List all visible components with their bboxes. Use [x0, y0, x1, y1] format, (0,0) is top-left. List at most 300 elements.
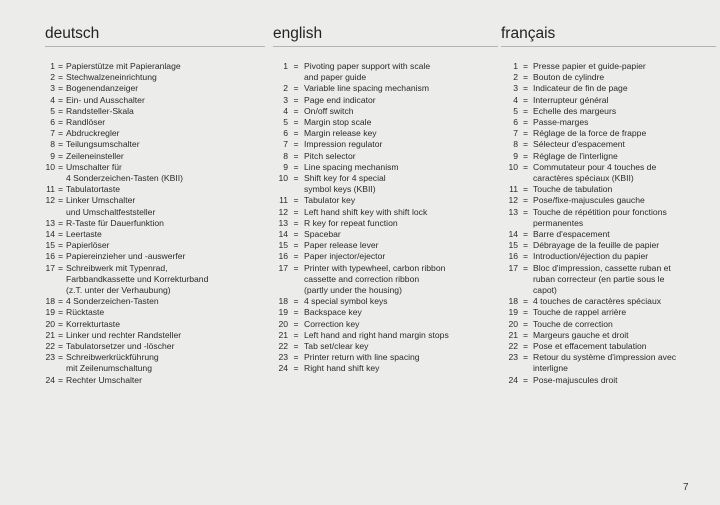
item-separator: =	[293, 240, 299, 251]
legend-item	[45, 106, 265, 117]
item-number: 13	[45, 217, 55, 228]
legend-item	[273, 128, 498, 139]
column-deutsch	[45, 22, 265, 386]
item-number: 4	[513, 94, 518, 105]
item-number: 3	[513, 83, 518, 94]
item-description	[304, 263, 445, 297]
item-text-line: Schreibwerkrückführung	[66, 352, 159, 363]
legend-item	[45, 319, 265, 330]
item-separator: =	[57, 105, 64, 116]
item-text-line: Echelle des margeurs	[533, 105, 617, 116]
item-description	[304, 139, 382, 150]
item-separator: =	[522, 240, 529, 251]
item-number: 10	[45, 161, 55, 172]
item-description	[304, 330, 449, 341]
item-separator: =	[522, 296, 529, 307]
item-number: 2	[50, 72, 55, 83]
legend-item	[273, 363, 498, 374]
item-text-line: Pose-majuscules droit	[533, 374, 618, 385]
item-separator: =	[522, 374, 529, 385]
item-number: 20	[45, 318, 55, 329]
item-text-line: Linker Umschalter	[66, 195, 136, 206]
item-description	[304, 95, 376, 106]
item-number: 21	[508, 329, 518, 340]
item-description	[304, 363, 379, 374]
item-separator: =	[522, 161, 529, 172]
legend-list	[45, 61, 265, 386]
item-number: 18	[45, 296, 55, 307]
legend-item	[273, 173, 498, 195]
item-description	[533, 83, 628, 94]
item-number: 19	[45, 307, 55, 318]
item-text-line: Tabulatortaste	[66, 184, 120, 195]
item-description	[533, 184, 612, 195]
item-description	[304, 162, 399, 173]
column-heading: english	[273, 22, 498, 47]
legend-item	[501, 307, 716, 318]
legend-item	[273, 195, 498, 206]
item-text-line: Umschalter für	[66, 161, 122, 172]
item-text-line: Touche de correction	[533, 318, 613, 329]
item-text-line: mit Zeilenumschaltung	[66, 363, 152, 374]
column-english	[273, 22, 498, 375]
item-number: 1	[50, 61, 55, 71]
item-separator: =	[522, 307, 529, 318]
item-number: 19	[278, 307, 288, 318]
item-text-line: 4 special symbol keys	[304, 296, 388, 307]
item-number: 11	[46, 184, 55, 195]
item-text-line: Margin stop scale	[304, 117, 372, 128]
legend-item	[273, 61, 498, 83]
item-number: 1	[513, 61, 518, 71]
legend-item	[273, 263, 498, 297]
item-description	[66, 128, 120, 139]
item-description	[66, 195, 155, 217]
item-number: 5	[283, 117, 288, 128]
item-text-line: Line spacing mechanism	[304, 161, 399, 172]
item-text-line: Randsteller-Skala	[66, 105, 134, 116]
item-text-line: Backspace key	[304, 307, 362, 318]
item-separator: =	[57, 329, 64, 340]
item-number: 6	[50, 117, 55, 128]
legend-item	[45, 61, 265, 72]
item-description	[66, 263, 208, 297]
item-description	[533, 117, 588, 128]
item-separator: =	[522, 94, 529, 105]
item-number: 17	[278, 262, 288, 273]
item-number: 6	[283, 128, 288, 139]
item-description	[66, 218, 164, 229]
item-separator: =	[293, 318, 299, 329]
legend-item	[45, 151, 265, 162]
item-description	[533, 375, 618, 386]
legend-item	[45, 229, 265, 240]
item-text-line: Tabulatorsetzer und -löscher	[66, 341, 175, 352]
item-text-line: Stechwalzeneinrichtung	[66, 72, 157, 83]
legend-item	[501, 375, 716, 386]
item-description	[304, 61, 430, 83]
item-number: 11	[509, 184, 518, 195]
item-separator: =	[57, 318, 64, 329]
item-number: 3	[283, 94, 288, 105]
item-number: 4	[50, 94, 55, 105]
item-number: 17	[45, 262, 55, 273]
item-number: 20	[278, 318, 288, 329]
legend-item	[273, 83, 498, 94]
legend-item	[45, 307, 265, 318]
item-number: 4	[283, 105, 288, 116]
item-number: 8	[50, 139, 55, 150]
item-separator: =	[293, 307, 299, 318]
item-description	[66, 162, 183, 184]
item-separator: =	[57, 217, 64, 228]
item-number: 14	[508, 229, 518, 240]
item-description	[66, 106, 134, 117]
item-description	[66, 240, 109, 251]
item-separator: =	[57, 229, 64, 240]
item-number: 20	[508, 318, 518, 329]
item-text-line: Randlöser	[66, 117, 106, 128]
item-text-line: Papiereinzieher und -auswerfer	[66, 251, 186, 262]
item-text-line: R key for repeat function	[304, 217, 398, 228]
item-description	[533, 229, 610, 240]
item-text-line: Bloc d'impression, cassette ruban et	[533, 262, 671, 273]
item-separator: =	[293, 105, 299, 116]
item-description	[533, 341, 647, 352]
item-separator: =	[57, 296, 64, 307]
item-separator: =	[522, 195, 529, 206]
item-description	[533, 207, 667, 229]
item-number: 17	[508, 262, 518, 273]
item-separator: =	[522, 329, 529, 340]
column-francais	[501, 22, 716, 386]
item-separator: =	[57, 72, 64, 83]
item-number: 1	[283, 61, 288, 71]
item-number: 15	[45, 240, 55, 251]
item-separator: =	[57, 128, 64, 139]
legend-item	[501, 151, 716, 162]
item-text-line: Variable line spacing mechanism	[304, 83, 429, 94]
item-description	[533, 128, 646, 139]
item-text-line: caractères spéciaux (KBII)	[533, 173, 634, 184]
item-description	[304, 151, 356, 162]
item-description	[533, 319, 613, 330]
item-text-line: Paper injector/ejector	[304, 251, 386, 262]
item-text-line: Paper release lever	[304, 240, 379, 251]
item-separator: =	[522, 72, 529, 83]
item-separator: =	[57, 161, 64, 172]
item-separator: =	[522, 262, 529, 273]
item-description	[533, 307, 626, 318]
item-number: 11	[279, 195, 288, 206]
item-text-line: Linker und rechter Randsteller	[66, 329, 182, 340]
legend-item	[501, 330, 716, 341]
item-separator: =	[522, 83, 529, 94]
item-text-line: Passe-marges	[533, 117, 589, 128]
item-description	[533, 61, 646, 72]
item-text-line: (z.T. unter der Verhaubung)	[66, 285, 171, 296]
item-description	[66, 375, 142, 386]
item-text-line: Left hand and right hand margin stops	[304, 329, 449, 340]
item-text-line: Margeurs gauche et droit	[533, 329, 629, 340]
item-separator: =	[57, 61, 64, 71]
legend-item	[501, 106, 716, 117]
item-text-line: Débrayage de la feuille de papier	[533, 240, 660, 251]
item-description	[66, 95, 145, 106]
legend-item	[273, 162, 498, 173]
item-text-line: Tab set/clear key	[304, 341, 369, 352]
item-number: 19	[508, 307, 518, 318]
item-text-line: Impression regulator	[304, 139, 383, 150]
item-description	[533, 72, 604, 83]
item-text-line: Rechter Umschalter	[66, 374, 142, 385]
item-description	[533, 151, 618, 162]
item-number: 7	[513, 128, 518, 139]
item-description	[66, 319, 120, 330]
item-description	[304, 240, 379, 251]
item-number: 12	[278, 206, 288, 217]
legend-item	[45, 296, 265, 307]
legend-item	[273, 218, 498, 229]
item-text-line: Farbbandkassette und Korrekturband	[66, 273, 209, 284]
legend-item	[45, 117, 265, 128]
item-separator: =	[522, 251, 529, 262]
item-number: 21	[45, 329, 55, 340]
item-number: 15	[278, 240, 288, 251]
item-description	[66, 251, 185, 262]
item-text-line: Schreibwerk mit Typenrad,	[66, 262, 168, 273]
item-description	[66, 117, 105, 128]
item-separator: =	[293, 150, 299, 161]
item-text-line: Pivoting paper support with scale	[304, 61, 431, 71]
item-text-line: cassette and correction ribbon	[304, 273, 420, 284]
item-separator: =	[293, 352, 299, 363]
legend-item	[501, 263, 716, 297]
item-description	[304, 173, 386, 195]
item-description	[304, 207, 427, 218]
legend-item	[45, 240, 265, 251]
item-description	[533, 263, 671, 297]
legend-item	[273, 251, 498, 262]
legend-item	[45, 72, 265, 83]
item-description	[66, 151, 124, 162]
item-separator: =	[522, 184, 529, 195]
legend-item	[501, 128, 716, 139]
item-separator: =	[293, 251, 299, 262]
item-text-line: Spacebar	[304, 229, 341, 240]
item-text-line: Papierstütze mit Papieranlage	[66, 61, 181, 71]
item-separator: =	[293, 206, 299, 217]
legend-item	[45, 352, 265, 374]
item-text-line: interligne	[533, 363, 568, 374]
item-description	[66, 296, 159, 307]
item-number: 14	[45, 229, 55, 240]
legend-item	[273, 330, 498, 341]
item-number: 8	[513, 139, 518, 150]
item-text-line: Printer with typewheel, carbon ribbon	[304, 262, 446, 273]
item-text-line: Page end indicator	[304, 94, 376, 105]
item-number: 5	[513, 105, 518, 116]
item-description	[304, 341, 368, 352]
legend-item	[501, 319, 716, 330]
item-description	[304, 319, 359, 330]
item-description	[304, 352, 420, 363]
legend-item	[501, 251, 716, 262]
item-text-line: Réglage de l'interligne	[533, 150, 618, 161]
item-number: 24	[278, 363, 288, 374]
item-description	[533, 251, 648, 262]
item-description	[533, 106, 616, 117]
column-heading: français	[501, 22, 716, 47]
item-description	[304, 106, 354, 117]
item-description	[304, 296, 388, 307]
legend-item	[273, 296, 498, 307]
item-text-line: capot)	[533, 285, 557, 296]
item-text-line: Shift key for 4 special	[304, 173, 386, 184]
legend-item	[501, 95, 716, 106]
item-number: 22	[278, 341, 288, 352]
item-number: 7	[283, 139, 288, 150]
item-text-line: Right hand shift key	[304, 363, 380, 374]
legend-list	[273, 61, 498, 375]
item-number: 10	[508, 161, 518, 172]
item-description	[66, 83, 138, 94]
item-text-line: Leertaste	[66, 229, 102, 240]
item-separator: =	[522, 229, 529, 240]
item-description	[66, 184, 120, 195]
item-text-line: Touche de tabulation	[533, 184, 613, 195]
item-number: 13	[508, 206, 518, 217]
item-number: 22	[508, 341, 518, 352]
legend-item	[45, 330, 265, 341]
legend-item	[45, 83, 265, 94]
legend-item	[273, 240, 498, 251]
item-text-line: Introduction/éjection du papier	[533, 251, 649, 262]
item-text-line: und Umschaltfeststeller	[66, 206, 156, 217]
legend-item	[501, 162, 716, 184]
item-separator: =	[293, 329, 299, 340]
item-separator: =	[293, 363, 299, 374]
legend-item	[273, 229, 498, 240]
legend-item	[273, 352, 498, 363]
item-number: 23	[45, 352, 55, 363]
item-description	[533, 195, 645, 206]
item-text-line: ruban correcteur (en partie sous le	[533, 273, 665, 284]
item-text-line: Ein- und Ausschalter	[66, 94, 145, 105]
legend-item	[501, 296, 716, 307]
column-heading: deutsch	[45, 22, 265, 47]
item-description	[533, 330, 629, 341]
item-description	[66, 307, 104, 318]
item-text-line: Presse papier et guide-papier	[533, 61, 646, 71]
item-separator: =	[522, 150, 529, 161]
item-description	[304, 229, 341, 240]
item-text-line: Left hand shift key with shift lock	[304, 206, 428, 217]
item-text-line: R-Taste für Dauerfunktion	[66, 217, 164, 228]
item-separator: =	[57, 94, 64, 105]
item-number: 16	[508, 251, 518, 262]
item-text-line: symbol keys (KBII)	[304, 184, 376, 195]
item-description	[304, 218, 398, 229]
legend-item	[45, 251, 265, 262]
legend-item	[501, 195, 716, 206]
item-description	[66, 352, 159, 374]
legend-item	[501, 72, 716, 83]
legend-item	[501, 83, 716, 94]
item-separator: =	[57, 251, 64, 262]
item-number: 18	[278, 296, 288, 307]
item-number: 3	[50, 83, 55, 94]
item-text-line: Tabulator key	[304, 195, 356, 206]
item-description	[304, 195, 355, 206]
legend-item	[501, 61, 716, 72]
legend-item	[45, 95, 265, 106]
item-description	[304, 117, 371, 128]
item-separator: =	[293, 341, 299, 352]
item-description	[66, 330, 181, 341]
item-separator: =	[57, 150, 64, 161]
legend-item	[45, 263, 265, 297]
item-separator: =	[293, 83, 299, 94]
legend-item	[45, 162, 265, 184]
item-text-line: Pitch selector	[304, 150, 356, 161]
item-separator: =	[57, 195, 64, 206]
item-text-line: Correction key	[304, 318, 360, 329]
item-separator: =	[57, 184, 64, 195]
legend-item	[273, 139, 498, 150]
item-number: 13	[278, 217, 288, 228]
item-text-line: (partly under the housing)	[304, 285, 402, 296]
legend-item	[45, 375, 265, 386]
item-separator: =	[522, 341, 529, 352]
item-text-line: Zeileneinsteller	[66, 150, 124, 161]
item-description	[66, 72, 157, 83]
item-number: 2	[513, 72, 518, 83]
item-text-line: Printer return with line spacing	[304, 352, 420, 363]
item-number: 5	[50, 105, 55, 116]
legend-item	[273, 95, 498, 106]
item-separator: =	[57, 262, 64, 273]
item-separator: =	[57, 307, 64, 318]
item-number: 16	[278, 251, 288, 262]
item-separator: =	[522, 128, 529, 139]
item-separator: =	[293, 128, 299, 139]
legend-item	[501, 341, 716, 352]
item-separator: =	[57, 83, 64, 94]
item-separator: =	[522, 105, 529, 116]
item-number: 7	[50, 128, 55, 139]
item-text-line: Barre d'espacement	[533, 229, 610, 240]
item-text-line: and paper guide	[304, 72, 367, 83]
item-text-line: Abdruckregler	[66, 128, 120, 139]
legend-list	[501, 61, 716, 386]
item-description	[533, 162, 656, 184]
item-number: 10	[278, 173, 288, 184]
item-separator: =	[57, 352, 64, 363]
item-separator: =	[57, 341, 64, 352]
item-separator: =	[293, 217, 299, 228]
legend-item	[45, 128, 265, 139]
legend-item	[501, 117, 716, 128]
legend-item	[273, 341, 498, 352]
item-number: 12	[508, 195, 518, 206]
item-number: 9	[50, 150, 55, 161]
item-number: 12	[45, 195, 55, 206]
legend-item	[45, 139, 265, 150]
item-separator: =	[522, 206, 529, 217]
item-number: 22	[45, 341, 55, 352]
item-text-line: On/off switch	[304, 105, 354, 116]
